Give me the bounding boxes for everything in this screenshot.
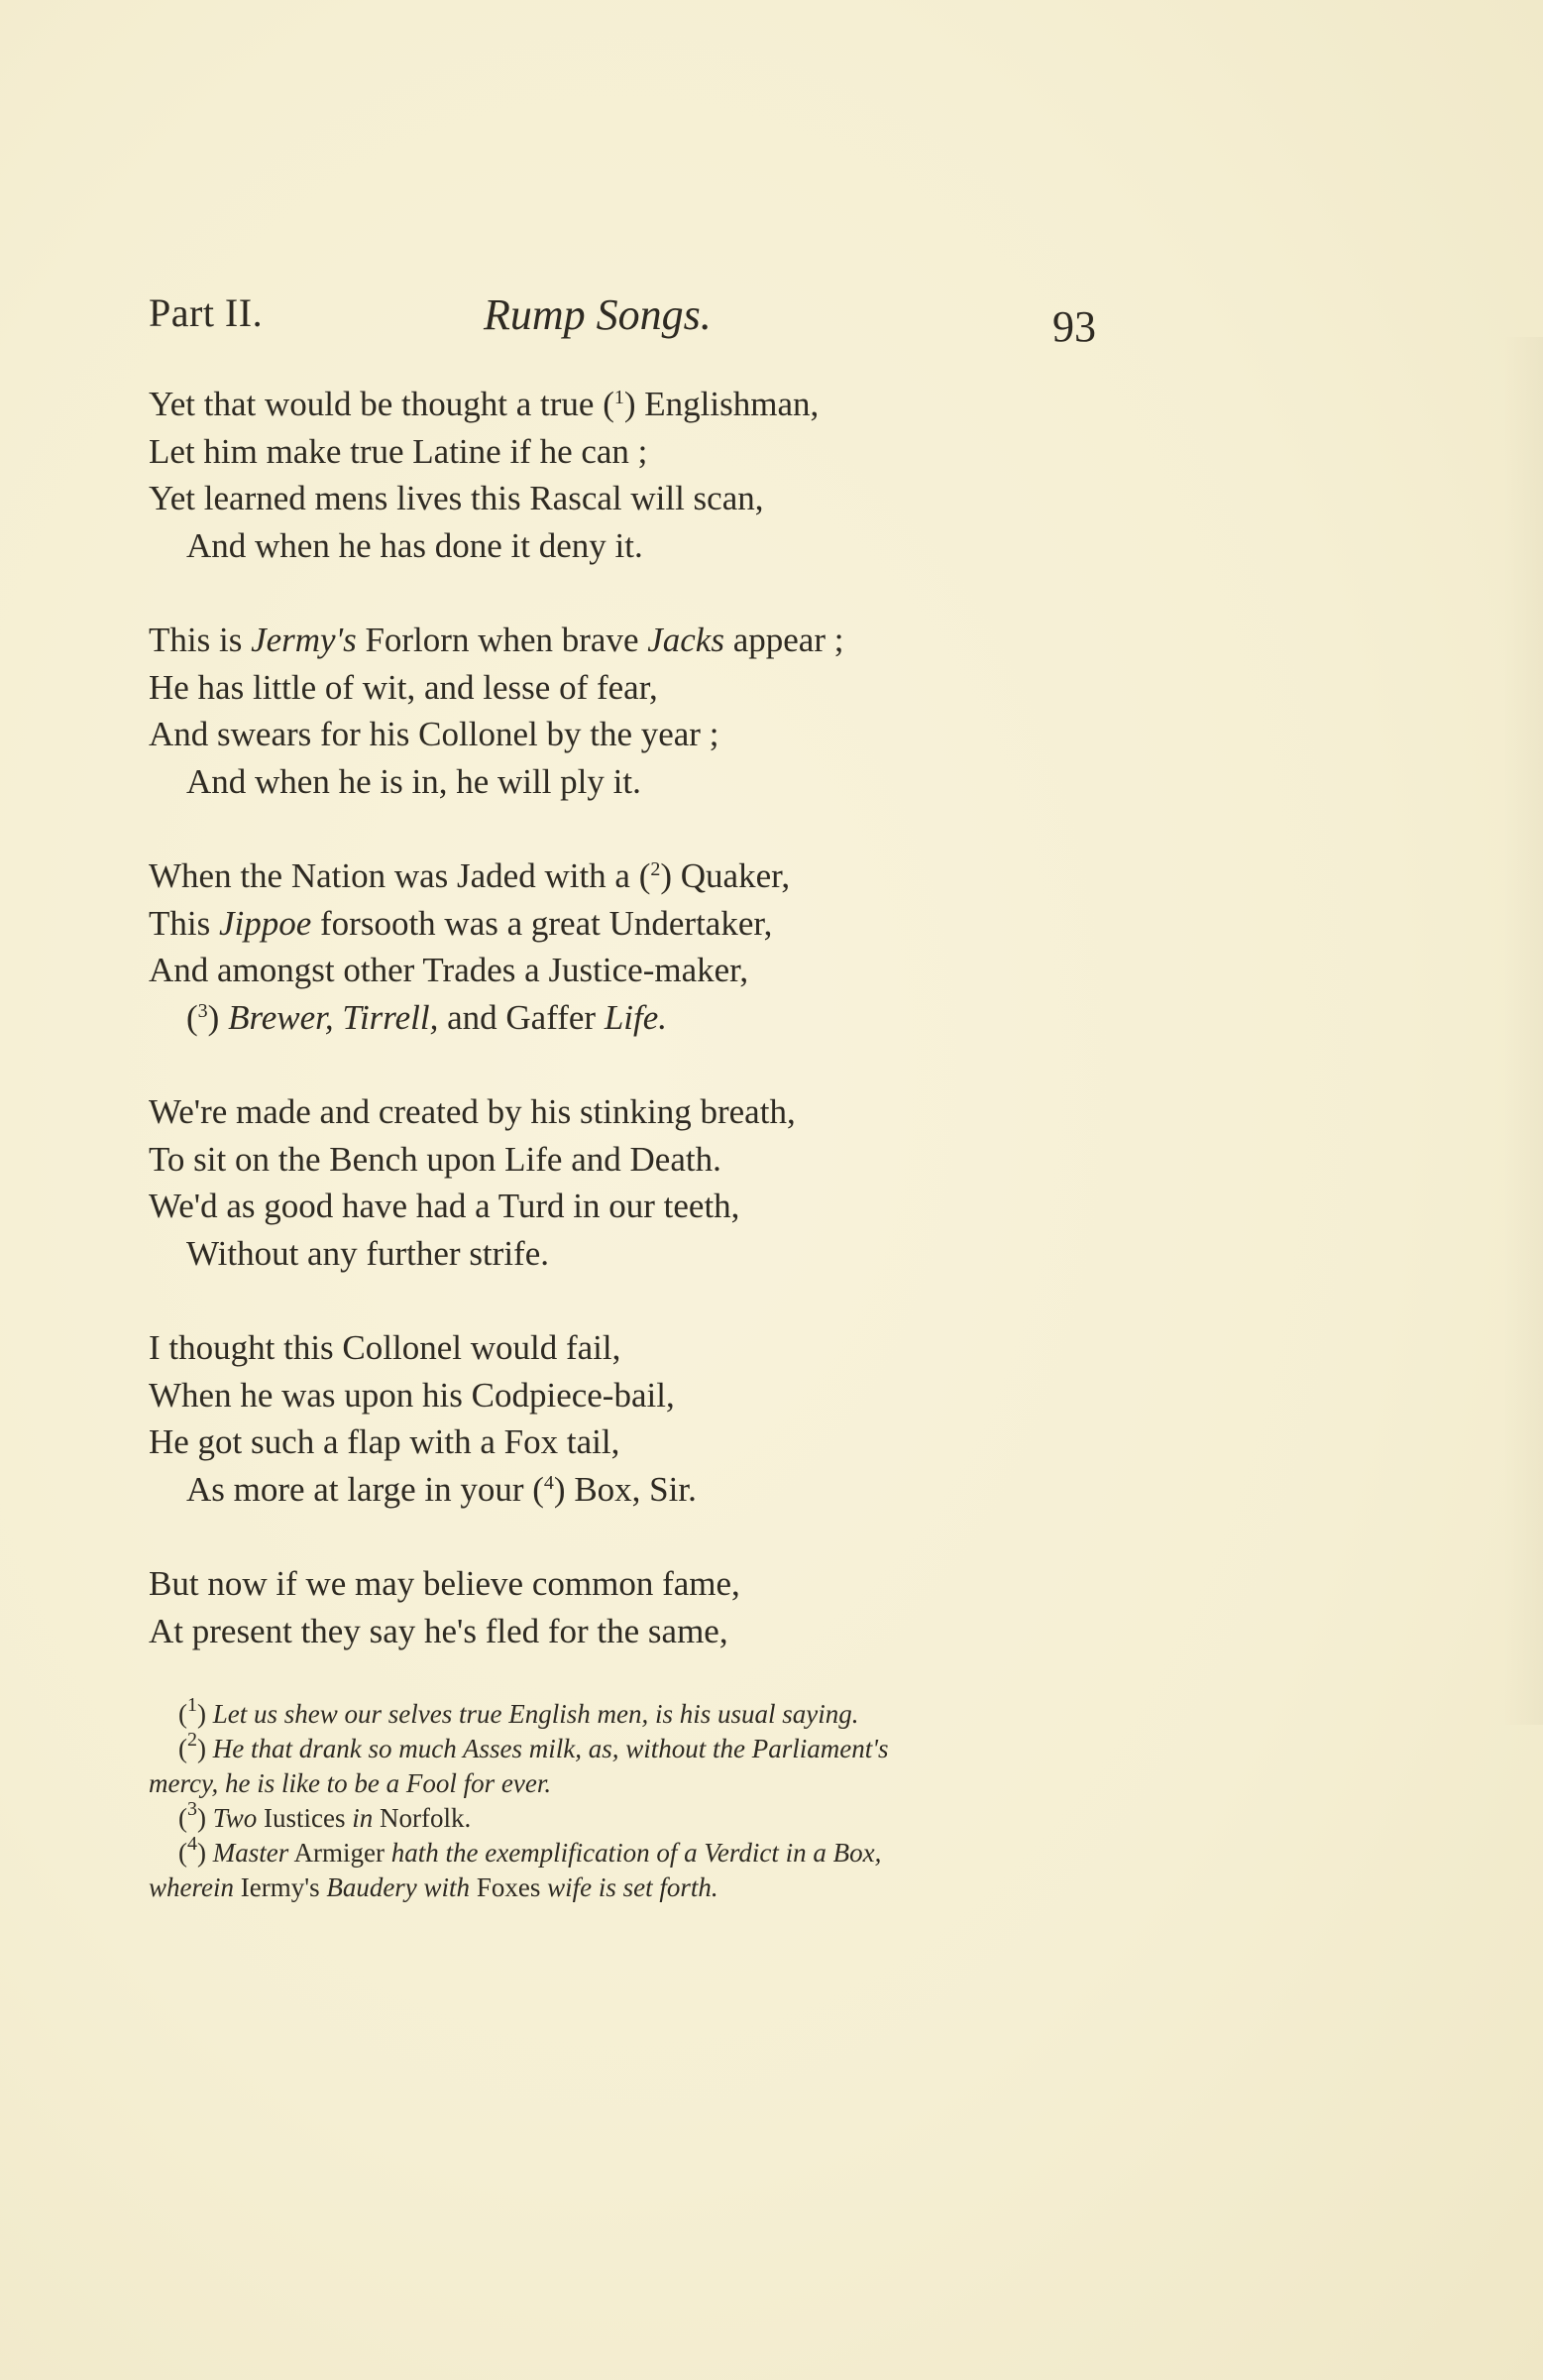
italic-text: Two [212,1803,258,1833]
text-run: Quaker, [672,856,791,895]
text-run: He got such a flap with a Fox tail, [149,1422,620,1461]
italic-text: wife is set forth. [547,1872,718,1902]
footnote-line [149,1694,1100,1732]
verse-line [149,1183,1021,1230]
text-run: Englishman, [635,385,820,423]
text-run: And amongst other Trades a Justice-maker, [149,951,749,989]
verse-line [149,994,1021,1042]
text-run: We're made and created by his stinking breath, [149,1092,796,1131]
footnote-line [149,1798,1100,1836]
italic-text: Brewer, Tirrell, [228,997,439,1037]
text-run: We'd as good have had a Turd in our teeth, [149,1187,740,1225]
footnote-line [149,1766,1100,1801]
text-run: When the Nation was Jaded with a [149,856,639,895]
footnote-marker: ($^4$) [532,1469,566,1509]
footnotes [149,1694,1100,1905]
text-run: Foxes [470,1872,548,1902]
verse-line [149,475,1021,522]
italic-text: in [352,1803,374,1833]
italic-text: Baudery with [326,1872,471,1902]
text-run: But now if we may believe common fame, [149,1564,740,1603]
italic-text: mercy, he is like to be a Fool for ever. [149,1768,552,1798]
verse-line [149,1608,1021,1655]
verse-line [149,617,1021,664]
text-run: To sit on the Bench upon Life and Death. [149,1139,721,1179]
text-run: Forlorn when brave [356,621,648,659]
stanza [149,617,1021,805]
verse-line [149,428,1021,476]
running-title: Rump Songs. [484,290,712,339]
text-run: At present they say he's fled for the same, [149,1611,728,1650]
text-run: This is [149,621,252,659]
footnote-marker: ($^3$) [178,1798,206,1833]
text-run: Yet that would be thought a true [149,385,604,423]
stanza [149,852,1021,1041]
verse-line [149,1136,1021,1184]
part-label: Part II. [149,290,264,335]
italic-text: Life. [604,997,668,1037]
verse-line [149,1324,1021,1372]
verse-line [149,1560,1021,1608]
verse-line [149,711,1021,758]
text-run: And when he has done it deny it. [186,525,643,565]
footnote-marker: ($^2$) [638,856,673,895]
italic-text: Jippoe [218,903,312,943]
stanza [149,1560,1021,1654]
text-run: Iustices [257,1803,353,1833]
verse-line [149,758,1021,806]
facing-page-bleed [1503,337,1543,1725]
text-run: I thought this Collonel would fail, [149,1328,621,1367]
stanza [149,381,1021,569]
footnote-marker: ($^1$) [178,1694,206,1729]
italic-text: Master [212,1838,289,1868]
verse-line [149,1230,1021,1278]
text-run: Yet learned mens lives this Rascal will scan, [149,479,764,517]
verse-line [149,900,1021,948]
italic-text: Jacks [647,621,724,659]
text-run: Box, Sir. [565,1469,697,1509]
stanza [149,1324,1021,1513]
verse-line [149,522,1021,570]
footnote-marker: ($^1$) [603,385,636,423]
italic-text: He that drank so much Asses milk, as, without the Parliament's [212,1734,889,1763]
footnote-marker: ($^3$) [186,997,220,1037]
stanza [149,1088,1021,1277]
text-run: forsooth was a great Undertaker, [311,903,773,943]
footnote-line [149,1870,1100,1905]
text-run: Without any further strife. [186,1233,549,1273]
footnote-marker: ($^4$) [178,1833,206,1868]
poem-body [149,381,1021,1702]
text-run: Armiger [288,1838,391,1868]
italic-text: hath the exemplification of a Verdict in a Box, [390,1838,882,1868]
verse-line [149,852,1021,900]
running-header [149,289,1096,359]
text-run: When he was upon his Codpiece-bail, [149,1375,675,1415]
text-run: He has little of wit, and lesse of fear, [149,667,658,707]
verse-line [149,1466,1021,1514]
italic-text: wherein [149,1872,234,1902]
text-run [206,1803,213,1833]
verse-line [149,1372,1021,1419]
footnote-line [149,1833,1100,1870]
text-run: and Gaffer [438,997,605,1037]
verse-line [149,947,1021,994]
text-run: This [149,903,219,943]
text-run: And when he is in, he will ply it. [186,761,641,801]
text-run: As more at large in your [186,1469,533,1509]
italic-text: Let us shew our selves true English men, is his usual saying. [212,1699,859,1729]
text-run: Iermy's [233,1872,327,1902]
page-number: 93 [1052,302,1096,351]
text-run: Norfolk. [373,1803,472,1833]
verse-line [149,1418,1021,1466]
verse-line [149,381,1021,428]
footnote-line [149,1729,1100,1766]
text-run [206,1838,213,1868]
text-run: Let him make true Latine if he can ; [149,431,648,471]
verse-line [149,664,1021,712]
italic-text: Jermy's [251,621,357,659]
text-run [219,998,228,1037]
footnote-marker: ($^2$) [178,1729,206,1763]
verse-line [149,1088,1021,1136]
text-run [206,1699,213,1729]
text-run: appear ; [723,621,844,659]
text-run [206,1734,213,1763]
text-run: And swears for his Collonel by the year ; [149,715,719,753]
